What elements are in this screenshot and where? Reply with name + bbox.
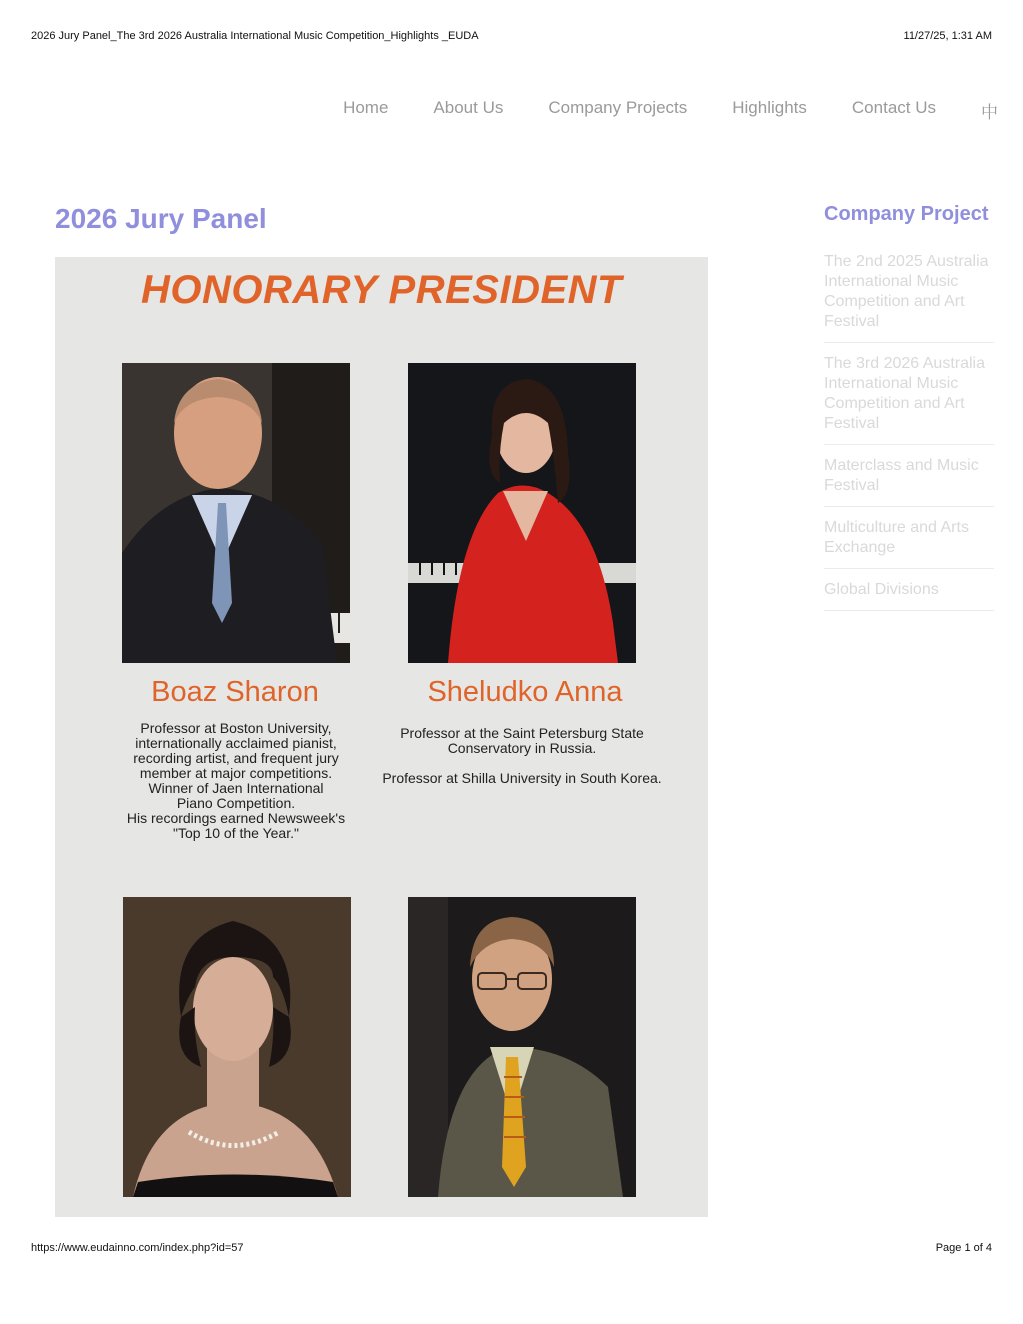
juror-desc-boaz-sharon: Professor at Boston University, internationally acclaimed pianist, recording artist, and frequent jury member at major competitions. Winner of Jaen International Piano Competition. His recordings earned Newsweek's "Top 10 of the Year." [126,720,346,841]
sidebar [824,203,994,622]
juror-photo-boaz-sharon [122,363,350,663]
juror-photo-4 [408,897,636,1197]
nav-language-switch[interactable]: 中 [981,103,998,122]
sidebar-item-2nd-2025-competition[interactable]: The 2nd 2025 Australia International Music Competition and Art Festival [824,252,994,343]
page-title: 2026 Jury Panel [55,203,267,234]
juror-desc-sheludko-anna: Professor at the Saint Petersburg State Conservatory in Russia. Professor at Shilla University in South Korea. [382,725,662,786]
poster-heading: HONORARY PRESIDENT [141,268,622,312]
print-page-number: Page 1 of 4 [935,1242,992,1254]
top-nav [298,98,998,123]
nav-home[interactable]: Home [343,98,389,117]
sidebar-item-multiculture-exchange[interactable]: Multiculture and Arts Exchange [824,518,994,569]
nav-about-us[interactable]: About Us [433,98,504,117]
nav-company-projects[interactable]: Company Projects [548,98,688,117]
nav-highlights[interactable]: Highlights [732,98,807,117]
juror-name-boaz-sharon: Boaz Sharon [151,676,319,708]
print-title: 2026 Jury Panel_The 3rd 2026 Australia International Music Competition_Highlights _EUDA [31,30,479,42]
juror-name-sheludko-anna: Sheludko Anna [427,676,623,708]
sidebar-list [824,252,994,611]
sidebar-item-3rd-2026-competition[interactable]: The 3rd 2026 Australia International Music Competition and Art Festival [824,354,994,445]
sidebar-item-global-divisions[interactable]: Global Divisions [824,580,994,611]
nav-contact-us[interactable]: Contact Us [851,98,936,117]
print-datetime: 11/27/25, 1:31 AM [903,30,992,42]
print-url[interactable]: https://www.eudainno.com/index.php?id=57 [31,1242,244,1254]
sidebar-item-masterclass-festival[interactable]: Materclass and Music Festival [824,456,994,507]
juror-photo-sheludko-anna [408,363,636,663]
juror-photo-3 [123,897,351,1197]
sidebar-title: Company Project [824,203,989,225]
